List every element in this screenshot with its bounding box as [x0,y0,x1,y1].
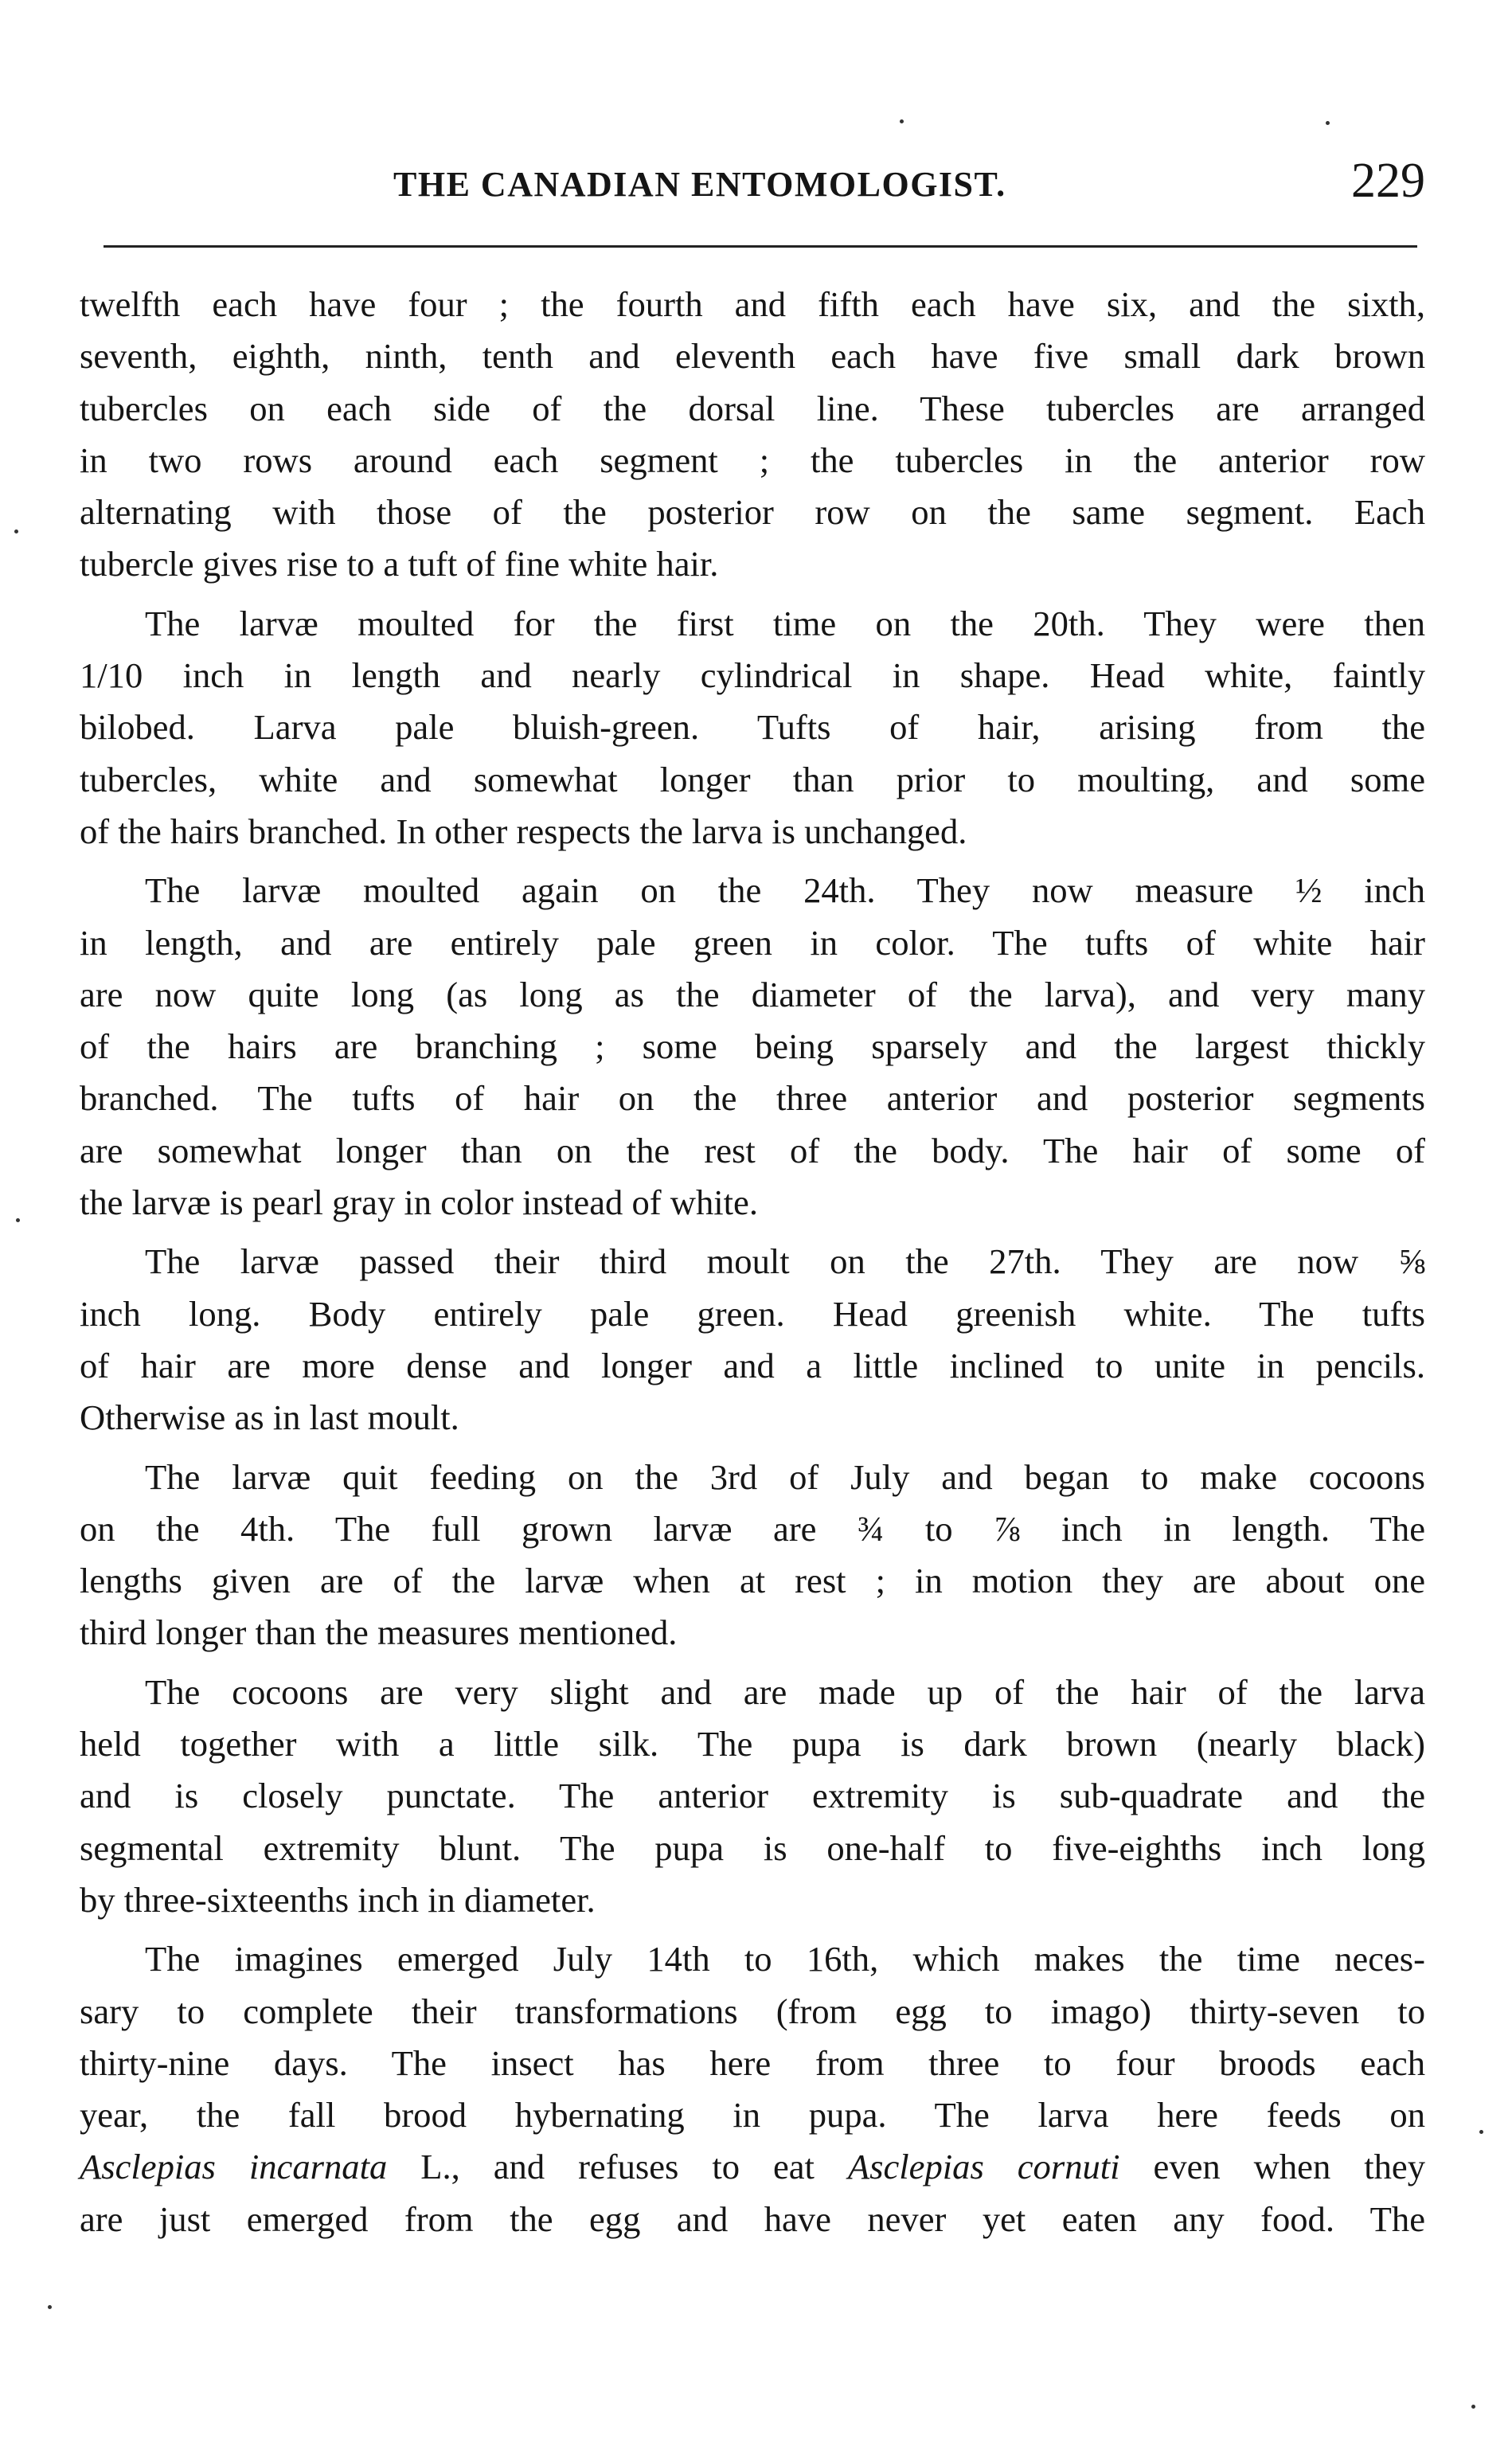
scan-speck [14,530,18,533]
text-line: the larvæ is pearl gray in color instead of white. [80,1182,758,1223]
text-line: held together with a little silk. The pupa is dark brown (nearly black) [80,1724,1425,1764]
header-rule [104,245,1417,248]
page-number: 229 [1351,154,1425,208]
text-line: segmental extremity blunt. The pupa is one-half to five-eighths inch long [80,1827,1425,1868]
text-line: bilobed. Larva pale bluish-green. Tufts of hair, arising from the [80,707,1425,748]
scan-speck [900,119,904,123]
paragraph [80,1236,1425,1444]
text-line: in length, and are entirely pale green in color. The tufts of white hair [80,922,1425,963]
scan-speck [16,1218,20,1222]
text-line: Otherwise as in last moult. [80,1397,459,1438]
paragraph [80,1452,1425,1659]
text-line: lengths given are of the larvæ when at rest ; in motion they are about one [80,1561,1425,1601]
text-line: tubercles on each side of the dorsal line. These tubercles are arranged [80,388,1425,428]
text-line: The cocoons are very slight and are made up of the hair of the larva [145,1671,1425,1712]
paragraph [80,598,1425,858]
running-header [88,148,1425,212]
scan-speck [1326,121,1330,125]
text-line: The larvæ quit feeding on the 3rd of July and began to make cocoons [145,1456,1425,1497]
text-line: inch long. Body entirely pale green. Head greenish white. The tufts [80,1293,1425,1334]
text-line: The larvæ moulted for the first time on the 20th. They were then [145,603,1425,643]
scan-speck [48,2305,52,2309]
body-text [80,279,1425,2245]
text-line: third longer than the measures mentioned. [80,1612,678,1653]
text-line: of the hairs are branching ; some being sparsely and the largest thickly [80,1026,1425,1067]
text-line: year, the fall brood hybernating in pupa. The larva here feeds on [80,2095,1425,2136]
text-line: The larvæ passed their third moult on the 27th. They are now ⅝ [145,1241,1425,1282]
text-line: of the hairs branched. In other respects the larva is unchanged. [80,811,967,851]
text-line: are now quite long (as long as the diameter of the larva), and very many [80,974,1425,1014]
journal-title: THE CANADIAN ENTOMOLOGIST. [393,165,1006,204]
paragraph [80,865,1425,1229]
text-line: by three-sixteenths inch in diameter. [80,1879,596,1920]
text-line: tubercle gives rise to a tuft of fine white hair. [80,544,719,584]
text-line: in two rows around each segment ; the tubercles in the anterior row [80,440,1425,480]
text-line: and is closely punctate. The anterior extremity is sub-quadrate and the [80,1776,1425,1816]
text-line: sary to complete their transformations (from egg to imago) thirty-seven to [80,1991,1425,2031]
paragraph [80,1667,1425,1926]
text-line: branched. The tufts of hair on the three anterior and posterior segments [80,1078,1425,1119]
text-line: are somewhat longer than on the rest of the body. The hair of some of [80,1130,1425,1170]
text-line: The imagines emerged July 14th to 16th, which makes the time neces- [145,1939,1425,1979]
text-line: 1/10 inch in length and nearly cylindrical in shape. Head white, faintly [80,655,1425,696]
paragraph [80,1933,1425,2245]
text-line: The larvæ moulted again on the 24th. They now measure ½ inch [145,870,1425,911]
scan-speck [1471,2405,1475,2409]
text-line: on the 4th. The full grown larvæ are ¾ to ⅞ inch in length. The [80,1508,1425,1549]
text-line: twelfth each have four ; the fourth and fifth each have six, and the sixth, [80,284,1425,324]
text-line: Asclepias incarnata L., and refuses to eat Asclepias cornuti even when they [80,2147,1425,2187]
scan-speck [1479,2130,1483,2134]
text-line: alternating with those of the posterior row on the same segment. Each [80,492,1425,533]
text-line: tubercles, white and somewhat longer than prior to moulting, and some [80,759,1425,799]
text-line: seventh, eighth, ninth, tenth and eleventh each have five small dark brown [80,336,1425,377]
text-line: are just emerged from the egg and have never yet eaten any food. The [80,2198,1425,2239]
text-line: of hair are more dense and longer and a little inclined to unite in pencils. [80,1345,1425,1385]
text-line: thirty-nine days. The insect has here from three to four broods each [80,2042,1425,2083]
paragraph [80,279,1425,591]
